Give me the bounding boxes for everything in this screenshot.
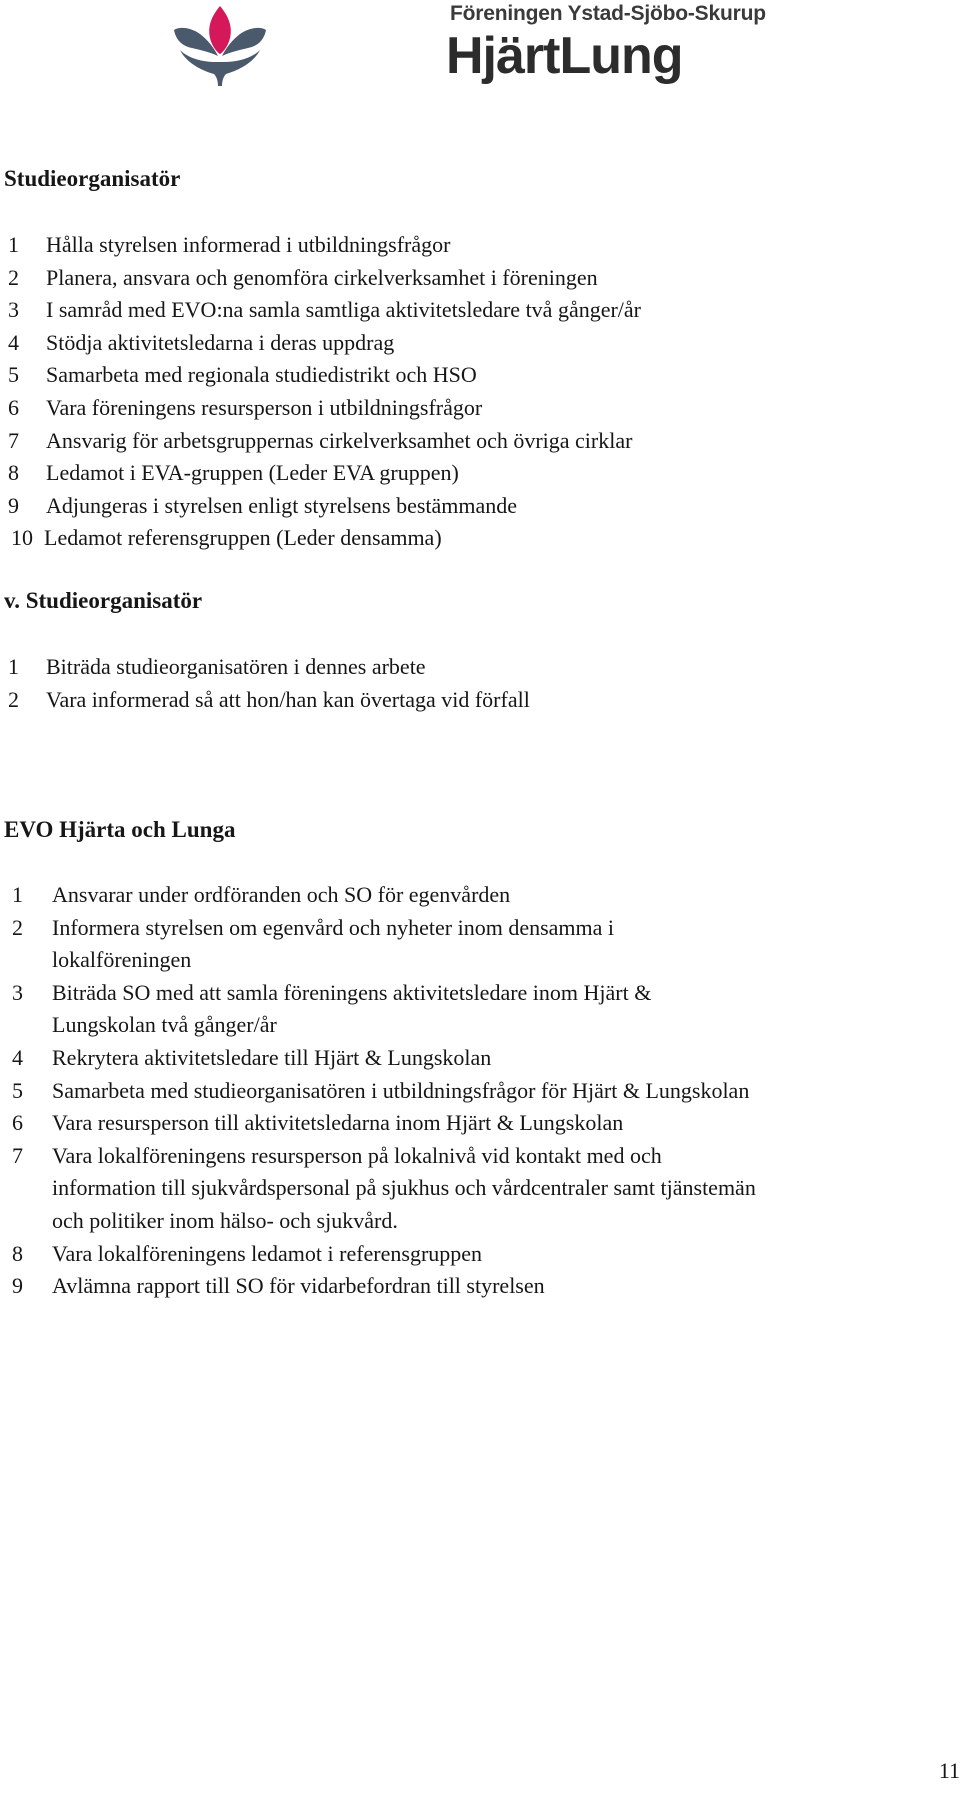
list-item: 6 Vara föreningens resursperson i utbildningsfrågor	[8, 394, 483, 420]
tulip-heart-icon	[170, 0, 270, 95]
list-item: 1 Hålla styrelsen informerad i utbildningsfrågor	[8, 232, 451, 257]
list-item: 2 Informera styrelsen om egenvård och nyheter inom densamma i lokalföreningen	[12, 914, 615, 973]
list-item: 8 Vara lokalföreningens ledamot i referensgruppen	[12, 1240, 483, 1266]
list-item: 7 Vara lokalföreningens resursperson på lokalnivå vid kontakt med och information till sjukvårdspersonal på sjukhus och vårdcentraler samt tjänstemän och politiker inom hälso- och sjukvård.	[12, 1142, 756, 1233]
section-title-evo: EVO Hjärta och Lunga	[4, 817, 236, 842]
section1-list	[0, 229, 641, 555]
page-number: 11	[938, 1758, 960, 1783]
list-item: 9 Avlämna rapport till SO för vidarbefordran till styrelsen	[12, 1273, 545, 1299]
list-item: 3 Biträda SO med att samla föreningens aktivitetsledare inom Hjärt & Lungskolan två gånger/år	[12, 979, 652, 1038]
list-item: 2 Vara informerad så att hon/han kan övertaga vid förfall	[8, 686, 530, 712]
list-item: 8 Ledamot i EVA-gruppen (Leder EVA gruppen)	[8, 460, 459, 486]
list-item: 1 Ansvarar under ordföranden och SO för egenvården	[12, 882, 511, 907]
section-title-v-studieorganisator: v. Studieorganisatör	[4, 588, 203, 613]
list-item: 4 Stödja aktivitetsledarna i deras uppdrag	[8, 329, 395, 355]
list-item: 9 Adjungeras i styrelsen enligt styrelsens bestämmande	[8, 492, 518, 518]
list-item: 6 Vara resursperson till aktivitetsledarna inom Hjärt & Lungskolan	[12, 1110, 624, 1136]
org-name: Föreningen Ystad-Sjöbo-Skurup	[450, 2, 766, 25]
section2-list	[0, 651, 530, 716]
brand-name: HjärtLung	[446, 27, 683, 85]
list-item: 1 Biträda studieorganisatören i dennes arbete	[8, 654, 426, 679]
list-item: 10 Ledamot referensgruppen (Leder densamma)	[11, 525, 442, 551]
list-item: 2 Planera, ansvara och genomföra cirkelverksamhet i föreningen	[8, 264, 598, 290]
section-title-studieorganisator: Studieorganisatör	[4, 166, 181, 191]
list-item: 5 Samarbeta med studieorganisatören i utbildningsfrågor för Hjärt & Lungskolan	[12, 1077, 750, 1103]
section3-list	[0, 879, 756, 1303]
logo	[170, 0, 766, 100]
list-item: 5 Samarbeta med regionala studiedistrikt och HSO	[8, 362, 477, 388]
list-item: 4 Rekrytera aktivitetsledare till Hjärt & Lungskolan	[12, 1044, 492, 1070]
list-item: 7 Ansvarig för arbetsgruppernas cirkelverksamhet och övriga cirklar	[8, 427, 633, 453]
list-item: 3 I samråd med EVO:na samla samtliga aktivitetsledare två gånger/år	[8, 297, 641, 323]
